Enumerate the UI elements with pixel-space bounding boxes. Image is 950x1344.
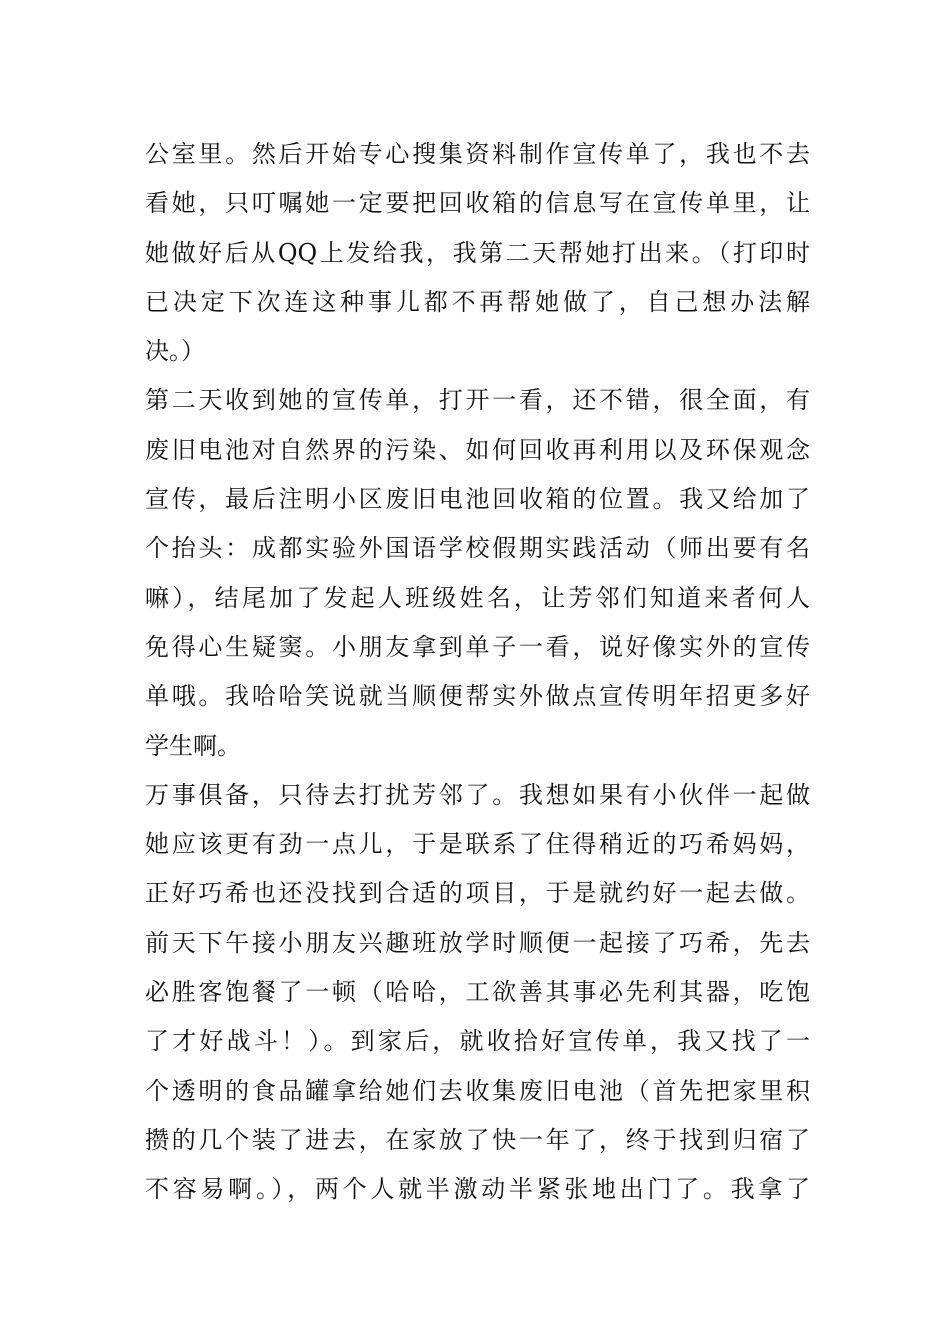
text-line: 她做好后从QQ上发给我，我第二天帮她打出来。（打印时 xyxy=(145,238,810,267)
text-line: 了才好战斗！）。到家后，就收拾好宣传单，我又找了一 xyxy=(145,1027,810,1056)
text-line: 看她，只叮嘱她一定要把回收箱的信息写在宣传单里，让 xyxy=(145,189,810,218)
text-line: 个透明的食品罐拿给她们去收集废旧电池（首先把家里积 xyxy=(145,1076,810,1105)
text-line: 万事俱备，只待去打扰芳邻了。我想如果有小伙伴一起做 xyxy=(145,780,810,809)
body-text xyxy=(145,130,810,1215)
text-line: 前天下午接小朋友兴趣班放学时顺便一起接了巧希，先去 xyxy=(145,928,810,957)
text-line: 嘛），结尾加了发起人班级姓名，让芳邻们知道来者何人 xyxy=(145,583,810,612)
text-line: 个抬头：成都实验外国语学校假期实践活动（师出要有名 xyxy=(145,534,810,563)
text-line: 学生啊。 xyxy=(145,731,241,760)
text-line: 宣传，最后注明小区废旧电池回收箱的位置。我又给加了 xyxy=(145,485,810,514)
text-line: 废旧电池对自然界的污染、如何回收再利用以及环保观念 xyxy=(145,435,810,464)
text-line: 必胜客饱餐了一顿（哈哈，工欲善其事必先利其器，吃饱 xyxy=(145,978,810,1007)
text-line: 决。） xyxy=(145,337,205,366)
text-line: 公室里。然后开始专心搜集资料制作宣传单了，我也不去 xyxy=(145,140,810,168)
text-line: 第二天收到她的宣传单，打开一看，还不错，很全面，有 xyxy=(145,386,810,415)
text-line: 正好巧希也还没找到合适的项目，于是就约好一起去做。 xyxy=(145,879,810,908)
text-line: 免得心生疑窦。小朋友拿到单子一看，说好像实外的宣传 xyxy=(145,632,810,661)
text-line: 单哦。我哈哈笑说就当顺便帮实外做点宣传明年招更多好 xyxy=(145,682,810,711)
text-line: 攒的几个装了进去，在家放了快一年了，终于找到归宿了 xyxy=(145,1125,810,1154)
text-line: 她应该更有劲一点儿，于是联系了住得稍近的巧希妈妈， xyxy=(145,830,810,859)
text-line: 已决定下次连这种事儿都不再帮她做了，自己想办法解 xyxy=(145,287,810,316)
text-line: 不容易啊。），两个人就半激动半紧张地出门了。我拿了 xyxy=(145,1175,810,1204)
